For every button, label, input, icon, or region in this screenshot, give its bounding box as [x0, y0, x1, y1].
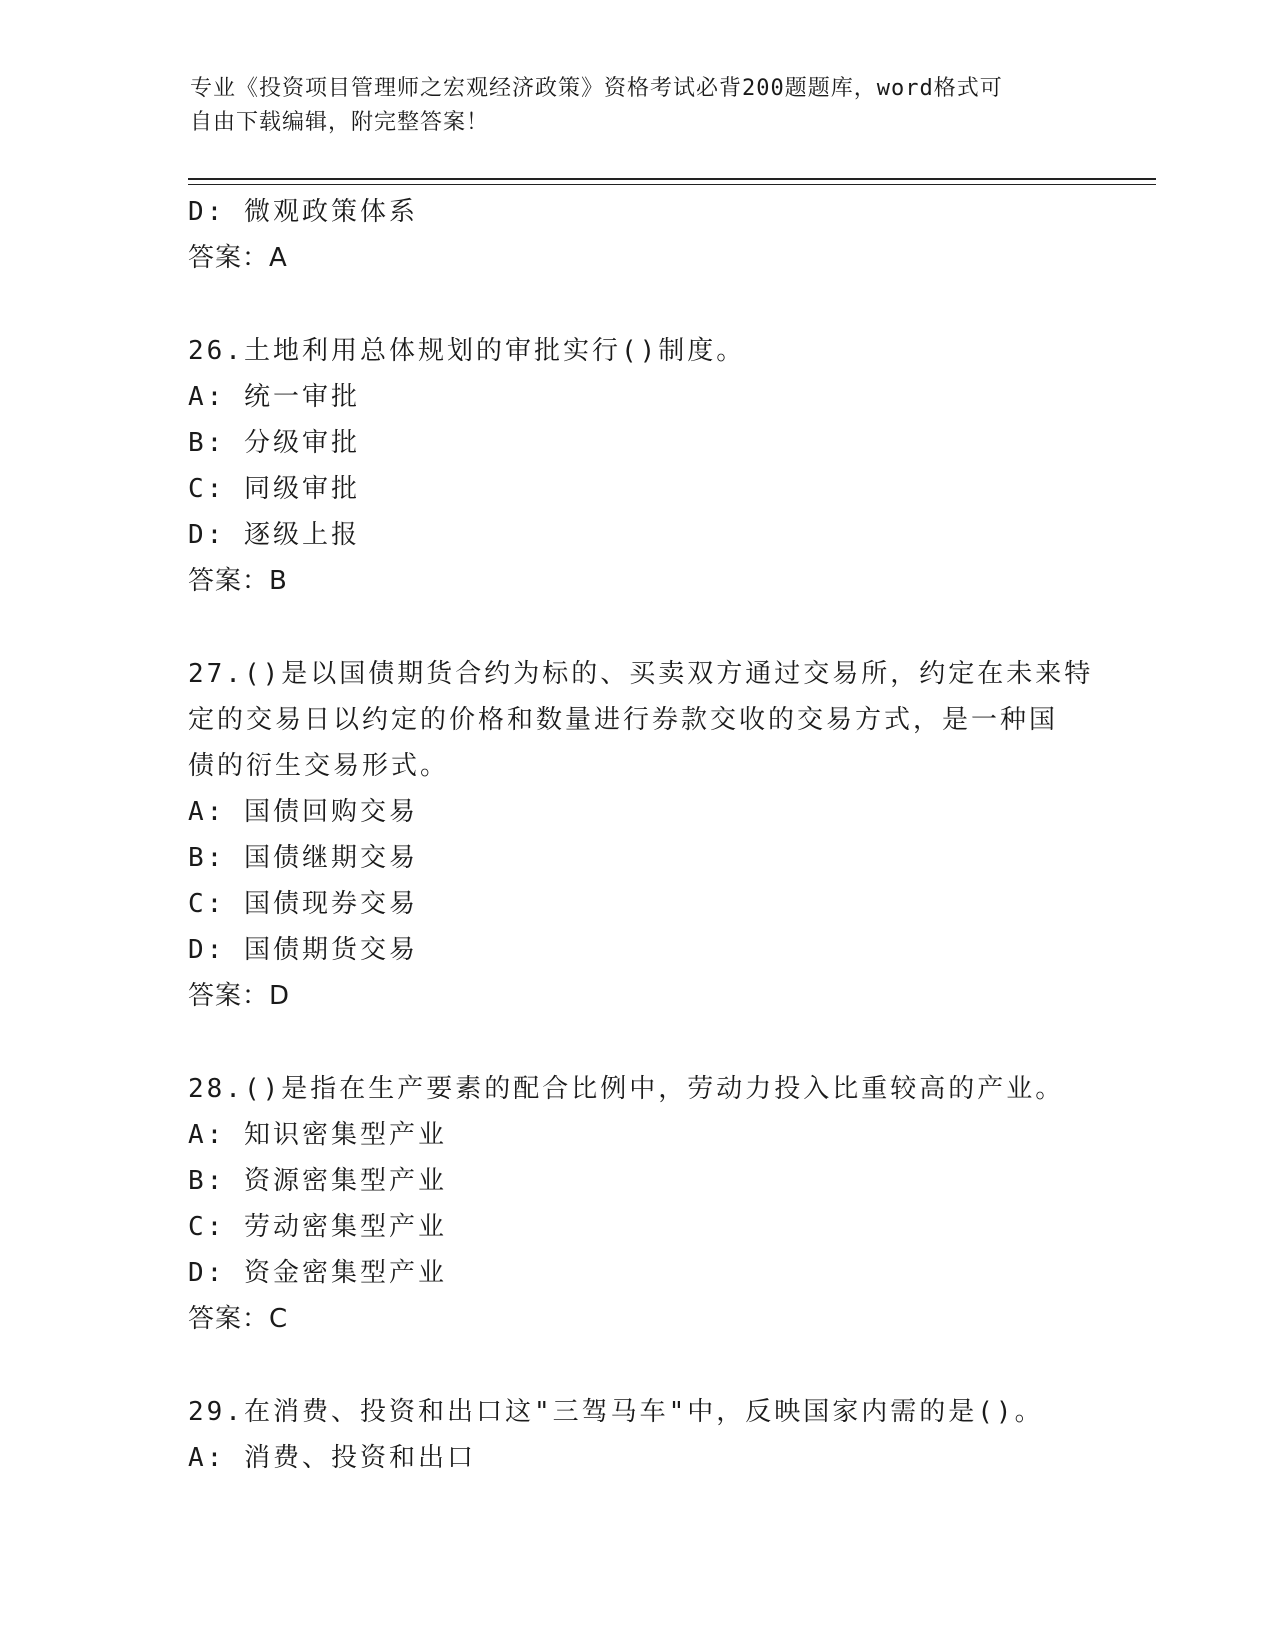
option-a: A: 知识密集型产业 — [188, 1120, 447, 1150]
header-divider-thin — [188, 184, 1156, 185]
answer-line: 答案：B — [188, 566, 288, 596]
question-29 — [188, 1389, 1108, 1481]
question-stem: 26.土地利用总体规划的审批实行()制度。 — [188, 336, 746, 366]
answer-line: 答案：A — [188, 243, 288, 273]
header-line-1: 专业《投资项目管理师之宏观经济政策》资格考试必背200题题库，word格式可 — [190, 76, 1003, 101]
option-c: C: 劳动密集型产业 — [188, 1212, 447, 1242]
option-d: D: 微观政策体系 — [188, 197, 418, 227]
answer-line: 答案：D — [188, 981, 291, 1011]
question-stem: 29.在消费、投资和出口这"三驾马车"中，反映国家内需的是()。 — [188, 1397, 1044, 1427]
option-a: A: 消费、投资和出口 — [188, 1443, 476, 1473]
question-stem: 28.()是指在生产要素的配合比例中，劳动力投入比重较高的产业。 — [188, 1074, 1065, 1104]
option-d: D: 国债期货交易 — [188, 935, 418, 965]
question-stem: 27.()是以国债期货合约为标的、买卖双方通过交易所，约定在未来特 — [188, 659, 1094, 689]
answer-line: 答案：C — [188, 1304, 289, 1334]
option-c: C: 同级审批 — [188, 474, 360, 504]
header-divider-thick — [188, 178, 1156, 180]
option-b: B: 分级审批 — [188, 428, 360, 458]
option-a: A: 统一审批 — [188, 382, 360, 412]
option-d: D: 资金密集型产业 — [188, 1258, 447, 1288]
option-c: C: 国债现券交易 — [188, 889, 418, 919]
header-line-2: 自由下载编辑，附完整答案！ — [190, 110, 490, 135]
option-a: A: 国债回购交易 — [188, 797, 418, 827]
question-list — [188, 189, 1108, 1481]
question-28 — [188, 1066, 1108, 1342]
question-stem: 定的交易日以约定的价格和数量进行券款交收的交易方式，是一种国 — [188, 705, 1059, 735]
question-27 — [188, 651, 1108, 1019]
option-b: B: 资源密集型产业 — [188, 1166, 447, 1196]
option-b: B: 国债继期交易 — [188, 843, 418, 873]
question-26 — [188, 328, 1108, 604]
document-header — [190, 72, 1090, 140]
option-d: D: 逐级上报 — [188, 520, 360, 550]
question-stem: 债的衍生交易形式。 — [188, 751, 450, 781]
